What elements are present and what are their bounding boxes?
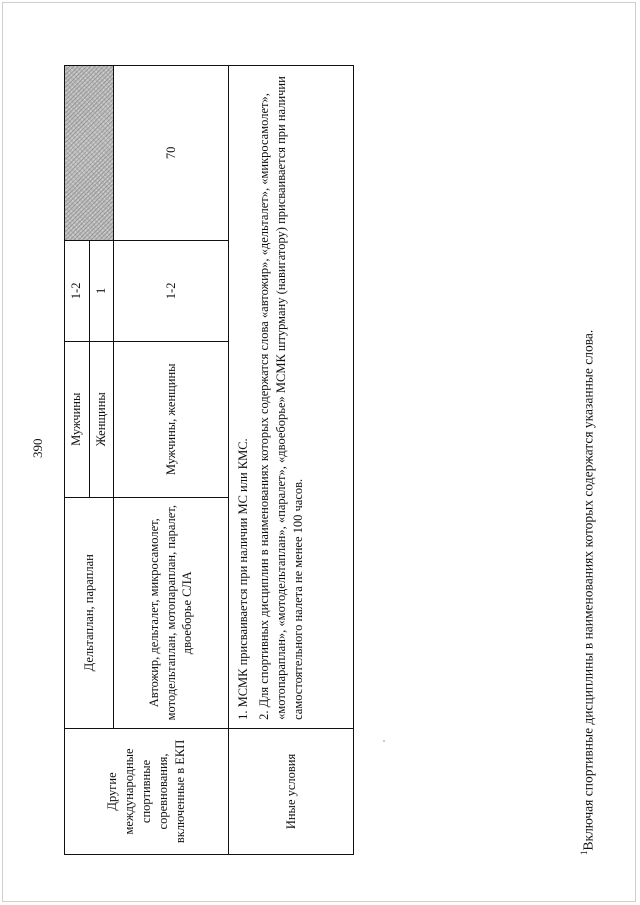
footnote — [579, 65, 597, 855]
other-conditions-label: Иные условия — [229, 728, 354, 854]
disciplines-cell: Автожир, дельталет, микросамолет, мотодельтаплан, мотопараплан, паралет, двоеборье СЛА — [114, 497, 229, 728]
competition-cell: Другие международные спортивные соревнования, включенные в ЕКП — [65, 728, 229, 854]
qualification-table — [64, 65, 354, 855]
value-cell-men: 1-2 — [65, 240, 90, 341]
note-2: 2. Для спортивных дисциплин в наименованиях которых содержатся слова «автожир», «дельталет», «микросамолет», «мотопараплан», «мотодельтаплан», «паралет», «двоеборье» МСМК штурману (навигатору) присваивается при наличии самостоятельного налета не менее 100 часов. — [256, 76, 305, 720]
note-1: 1. МСМК присваивается при наличии МС или КМС. — [236, 438, 250, 720]
value-cell-women: 1 — [89, 240, 114, 341]
footnote-mark: 1 — [579, 850, 589, 855]
scan-speck — [383, 740, 385, 742]
sex-cell-combined: Мужчины, женщины — [114, 342, 229, 498]
hatched-cell — [65, 66, 114, 241]
rotated-content — [64, 65, 596, 855]
notes-cell — [229, 66, 354, 729]
value-cell-combined: 1-2 — [114, 240, 229, 341]
result-cell: 70 — [114, 66, 229, 241]
sex-cell-women: Женщины — [89, 342, 114, 498]
footnote-text: Включая спортивные дисциплины в наименованиях которых содержатся указанные слова. — [580, 329, 596, 851]
sex-cell-men: Мужчины — [65, 342, 90, 498]
discipline-group-cell: Дельтаплан, параплан — [65, 497, 114, 728]
